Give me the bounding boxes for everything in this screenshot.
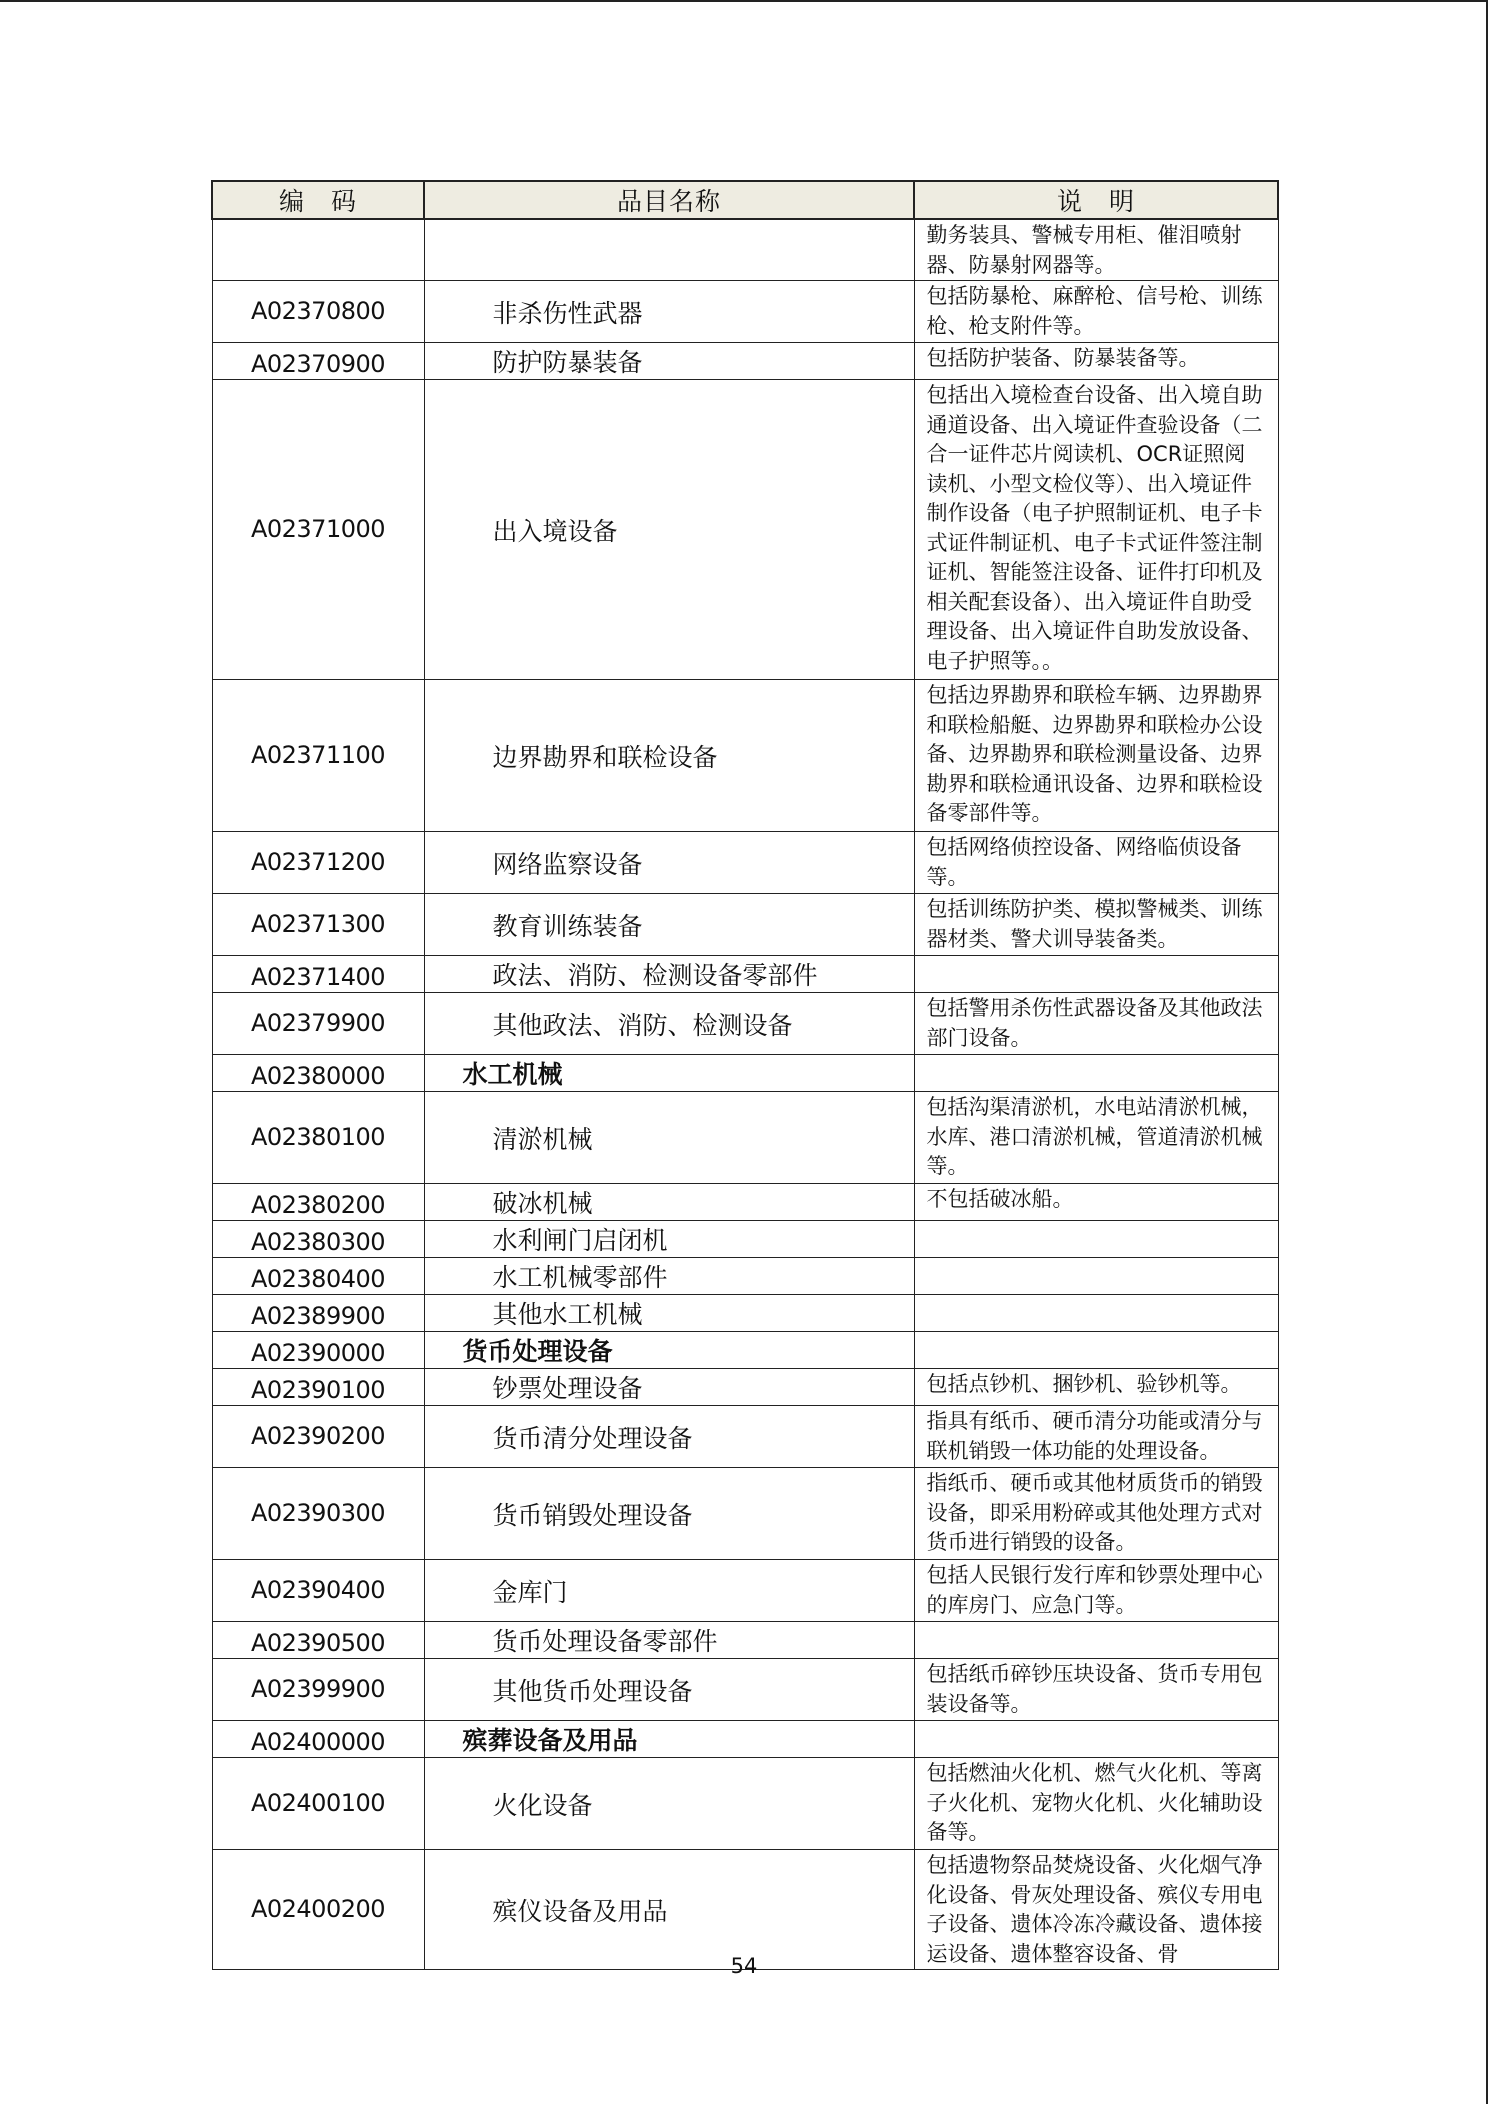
item-name-cell: 其他货币处理设备 [424, 1659, 914, 1721]
description-cell: 包括遗物祭品焚烧设备、火化烟气净化设备、骨灰处理设备、殡仪专用电子设备、遗体冷冻冷藏设备、遗体接运设备、遗体整容设备、骨 [914, 1850, 1278, 1970]
table-row [212, 343, 1278, 380]
table-row [212, 956, 1278, 993]
item-code-cell: A02380400 [212, 1258, 424, 1295]
item-name-cell: 非杀伤性武器 [424, 281, 914, 343]
description-cell: 包括出入境检查台设备、出入境自助通道设备、出入境证件查验设备（二合一证件芯片阅读机、OCR证照阅读机、小型文检仪等）、出入境证件制作设备（电子护照制证机、电子卡式证件制证机、电子卡式证件签注制证机、智能签注设备、证件打印机及相关配套设备）、出入境证件自助受理设备、出入境证件自助发放设备、电子护照等。。 [914, 380, 1278, 680]
table-row [212, 380, 1278, 680]
table-row [212, 832, 1278, 894]
description-cell [914, 1332, 1278, 1369]
description-cell: 包括网络侦控设备、网络临侦设备等。 [914, 832, 1278, 894]
item-name-cell: 破冰机械 [424, 1184, 914, 1221]
table-row [212, 281, 1278, 343]
item-name-cell: 清淤机械 [424, 1092, 914, 1184]
description-cell: 包括防护装备、防暴装备等。 [914, 343, 1278, 380]
table-row [212, 1258, 1278, 1295]
description-cell: 包括沟渠清淤机，水电站清淤机械，水库、港口清淤机械，管道清淤机械等。 [914, 1092, 1278, 1184]
item-code-cell: A02379900 [212, 993, 424, 1055]
description-cell [914, 1622, 1278, 1659]
description-cell [914, 1258, 1278, 1295]
item-name-cell: 网络监察设备 [424, 832, 914, 894]
description-cell: 指具有纸币、硬币清分功能或清分与联机销毁一体功能的处理设备。 [914, 1406, 1278, 1468]
table-row [212, 1850, 1278, 1970]
item-name-cell: 其他水工机械 [424, 1295, 914, 1332]
description-cell: 指纸币、硬币或其他材质货币的销毁设备，即采用粉碎或其他处理方式对货币进行销毁的设备。 [914, 1468, 1278, 1560]
item-name-cell: 政法、消防、检测设备零部件 [424, 956, 914, 993]
item-code-cell: A02390200 [212, 1406, 424, 1468]
table-row [212, 894, 1278, 956]
table-row [212, 1221, 1278, 1258]
item-code-cell: A02371100 [212, 680, 424, 832]
item-name-cell: 钞票处理设备 [424, 1369, 914, 1406]
item-name-cell: 水工机械零部件 [424, 1258, 914, 1295]
item-code-cell: A02371300 [212, 894, 424, 956]
table-row [212, 1468, 1278, 1560]
item-code-cell: A02380300 [212, 1221, 424, 1258]
item-code-cell: A02390500 [212, 1622, 424, 1659]
table-row [212, 219, 1278, 281]
item-name-cell: 货币清分处理设备 [424, 1406, 914, 1468]
description-cell [914, 1221, 1278, 1258]
category-name-cell: 水工机械 [424, 1055, 914, 1092]
description-cell [914, 1721, 1278, 1758]
item-name-cell: 其他政法、消防、检测设备 [424, 993, 914, 1055]
table-row [212, 1622, 1278, 1659]
table-row [212, 1369, 1278, 1406]
description-cell [914, 956, 1278, 993]
description-cell: 包括防暴枪、麻醉枪、信号枪、训练枪、枪支附件等。 [914, 281, 1278, 343]
item-name-cell [424, 219, 914, 281]
table-row [212, 1659, 1278, 1721]
description-cell: 包括点钞机、捆钞机、验钞机等。 [914, 1369, 1278, 1406]
table-row [212, 1295, 1278, 1332]
item-code-cell: A02389900 [212, 1295, 424, 1332]
item-name-cell: 货币销毁处理设备 [424, 1468, 914, 1560]
item-code-cell: A02390400 [212, 1560, 424, 1622]
table-row [212, 1055, 1278, 1092]
table-row [212, 1721, 1278, 1758]
page-top-border [0, 0, 1488, 2]
item-code-cell: A02380100 [212, 1092, 424, 1184]
page-number: 54 [730, 1954, 758, 1978]
item-name-cell: 殡仪设备及用品 [424, 1850, 914, 1970]
item-code-cell: A02370900 [212, 343, 424, 380]
item-code-cell: A02380200 [212, 1184, 424, 1221]
category-name-cell: 货币处理设备 [424, 1332, 914, 1369]
item-code-cell: A02371000 [212, 380, 424, 680]
item-code-cell: A02400100 [212, 1758, 424, 1850]
item-name-cell: 教育训练装备 [424, 894, 914, 956]
item-code-cell: A02371400 [212, 956, 424, 993]
item-name-cell: 边界勘界和联检设备 [424, 680, 914, 832]
item-code-cell: A02390300 [212, 1468, 424, 1560]
item-name-cell: 防护防暴装备 [424, 343, 914, 380]
catalog-table [211, 180, 1279, 1970]
table-row [212, 1758, 1278, 1850]
description-cell: 包括燃油火化机、燃气火化机、等离子火化机、宠物火化机、火化辅助设备等。 [914, 1758, 1278, 1850]
header-code: 编 码 [212, 181, 424, 219]
table-row [212, 1560, 1278, 1622]
header-description: 说 明 [914, 181, 1278, 219]
header-item-name: 品目名称 [424, 181, 914, 219]
description-cell [914, 1055, 1278, 1092]
category-name-cell: 殡葬设备及用品 [424, 1721, 914, 1758]
item-name-cell: 出入境设备 [424, 380, 914, 680]
description-cell: 包括训练防护类、模拟警械类、训练器材类、警犬训导装备类。 [914, 894, 1278, 956]
item-code-cell: A02371200 [212, 832, 424, 894]
description-cell: 包括人民银行发行库和钞票处理中心的库房门、应急门等。 [914, 1560, 1278, 1622]
table-row [212, 1406, 1278, 1468]
item-code-cell [212, 219, 424, 281]
item-code-cell: A02390100 [212, 1369, 424, 1406]
item-code-cell: A02380000 [212, 1055, 424, 1092]
item-code-cell: A02370800 [212, 281, 424, 343]
description-cell: 不包括破冰船。 [914, 1184, 1278, 1221]
description-cell: 包括纸币碎钞压块设备、货币专用包装设备等。 [914, 1659, 1278, 1721]
description-cell: 包括警用杀伤性武器设备及其他政法部门设备。 [914, 993, 1278, 1055]
table-row [212, 1184, 1278, 1221]
header-row [212, 181, 1278, 219]
description-cell: 勤务装具、警械专用柜、催泪喷射器、防暴射网器等。 [914, 219, 1278, 281]
description-cell: 包括边界勘界和联检车辆、边界勘界和联检船艇、边界勘界和联检办公设备、边界勘界和联检测量设备、边界勘界和联检通讯设备、边界和联检设备零部件等。 [914, 680, 1278, 832]
item-name-cell: 货币处理设备零部件 [424, 1622, 914, 1659]
item-code-cell: A02399900 [212, 1659, 424, 1721]
table-row [212, 680, 1278, 832]
description-cell [914, 1295, 1278, 1332]
table-row [212, 1332, 1278, 1369]
item-code-cell: A02400200 [212, 1850, 424, 1970]
table-row [212, 1092, 1278, 1184]
item-name-cell: 水利闸门启闭机 [424, 1221, 914, 1258]
table-row [212, 993, 1278, 1055]
catalog-body [212, 219, 1278, 1970]
item-name-cell: 火化设备 [424, 1758, 914, 1850]
item-name-cell: 金库门 [424, 1560, 914, 1622]
item-code-cell: A02400000 [212, 1721, 424, 1758]
item-code-cell: A02390000 [212, 1332, 424, 1369]
